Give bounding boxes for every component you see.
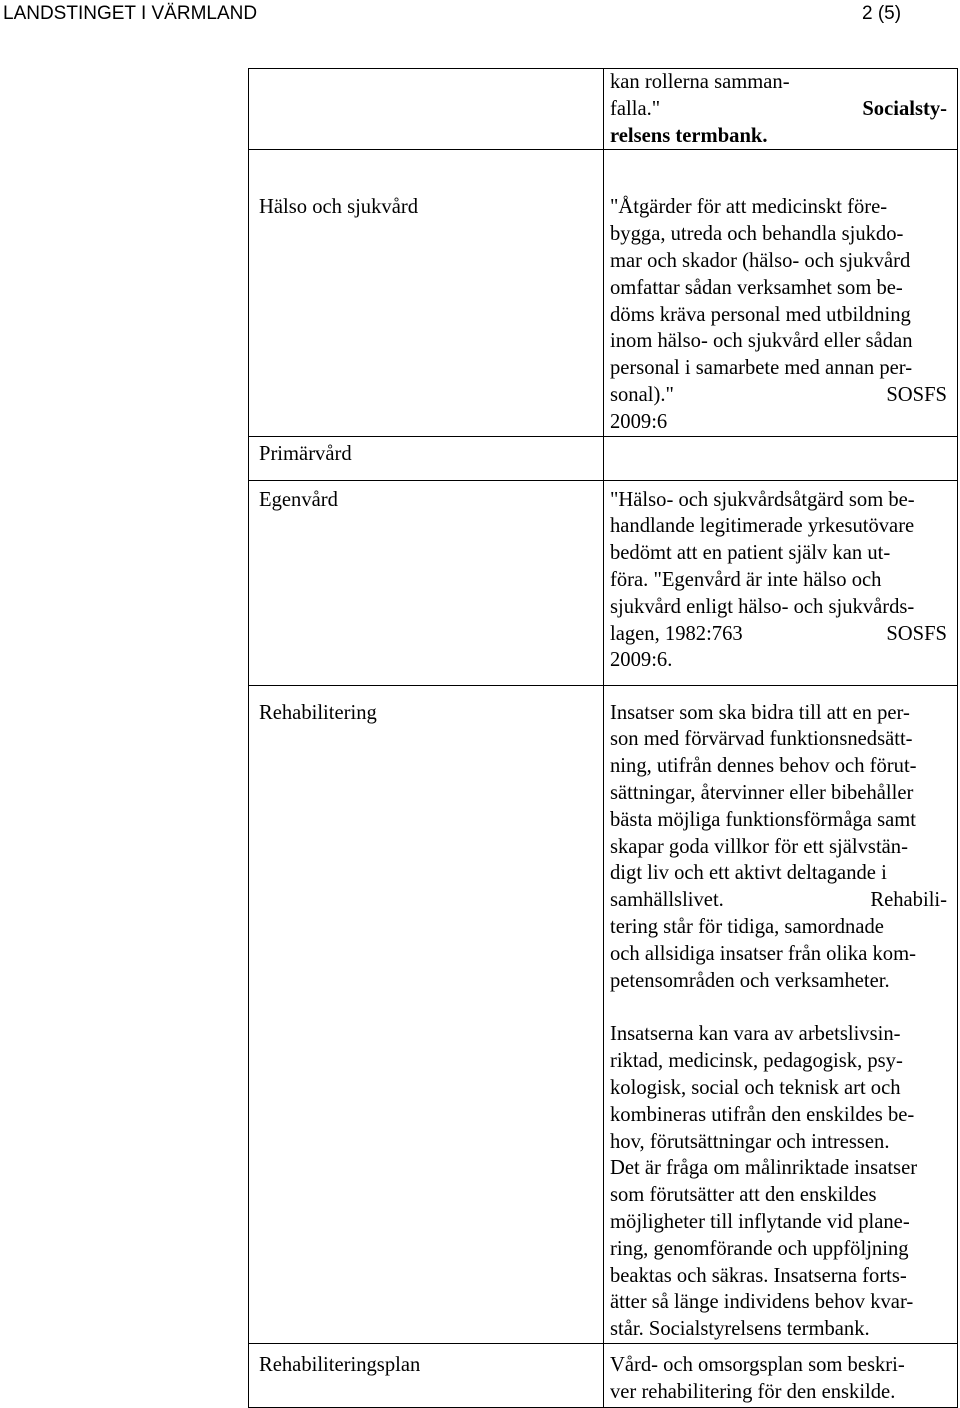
definition-line: Insatserna kan vara av arbetslivsin- — [610, 1023, 901, 1046]
definition-line: ver rehabilitering för den enskilde. — [610, 1380, 896, 1403]
term-label: Primärvård — [259, 442, 352, 465]
definition-line: Det är fråga om målinriktade insatser — [610, 1157, 918, 1180]
definition-line: Vård- och omsorgsplan som beskri- — [610, 1353, 905, 1376]
definition-line: beaktas och säkras. Insatserna forts- — [610, 1264, 907, 1287]
table-row — [249, 1343, 958, 1407]
definition-line: samhällslivet. — [610, 889, 724, 912]
definition-line: kologisk, social och teknisk art och — [610, 1076, 901, 1099]
table-row — [249, 150, 958, 436]
definition-line: "Åtgärder för att medicinskt före- — [610, 196, 888, 219]
definition-line: ätter så länge individens behov kvar- — [610, 1291, 914, 1314]
definition-line: sättningar, återvinner eller bibehåller — [610, 781, 914, 804]
term-label: Egenvård — [259, 488, 338, 511]
definition-line: petensområden och verksamheter. — [610, 969, 890, 992]
definition-line: bästa möjliga funktionsförmåga samt — [610, 808, 916, 831]
term-label: Rehabiliteringsplan — [259, 1353, 421, 1376]
definition-line: som förutsätter att den enskildes — [610, 1184, 877, 1207]
definition-line: Insatser som ska bidra till att en per- — [610, 701, 910, 724]
definition-line: kombineras utifrån den enskildes be- — [610, 1103, 915, 1126]
term-cell — [249, 1343, 604, 1407]
definition-line: står. Socialstyrelsens termbank. — [610, 1318, 870, 1341]
definition-cell — [604, 436, 958, 480]
definition-line: bygga, utreda och behandla sjukdo- — [610, 223, 904, 246]
definition-line: digt liv och ett aktivt deltagande i — [610, 862, 887, 885]
definitions-table — [248, 68, 958, 1408]
page-header — [0, 0, 960, 30]
definition-cell — [604, 1343, 958, 1407]
source-reference: Socialsty- — [862, 97, 947, 120]
organization-name: LANDSTINGET I VÄRMLAND — [3, 3, 258, 24]
table-row — [249, 480, 958, 685]
definition-cell — [604, 150, 958, 436]
definition-line: riktad, medicinsk, pedagogisk, psy- — [610, 1050, 903, 1073]
definition-line: omfattar sådan verksamhet som be- — [610, 276, 903, 299]
definition-line: lagen, 1982:763 — [610, 622, 743, 645]
definition-line: sjukvård enligt hälso- och sjukvårds- — [610, 595, 915, 618]
definition-cell — [604, 69, 958, 150]
table-row — [249, 436, 958, 480]
definition-line: Rehabili- — [870, 889, 947, 912]
definition-cell — [604, 685, 958, 1343]
definition-line: inom hälso- och sjukvård eller sådan — [610, 330, 913, 353]
source-reference: relsens termbank. — [610, 124, 768, 147]
definition-line: hov, förutsättningar och intressen. — [610, 1130, 890, 1153]
source-reference: 2009:6. — [610, 649, 673, 672]
definition-line: bedömt att en patient själv kan ut- — [610, 542, 891, 565]
term-cell — [249, 69, 604, 150]
term-cell — [249, 685, 604, 1343]
definition-line: döms kräva personal med utbildning — [610, 303, 911, 326]
page-number: 2 (5) — [862, 3, 902, 24]
definition-line: sonal)." — [610, 383, 674, 406]
definition-cell — [604, 480, 958, 685]
term-label: Hälso och sjukvård — [259, 196, 418, 219]
definition-line: kan rollerna samman- — [610, 71, 790, 93]
source-reference: SOSFS — [886, 383, 947, 406]
definition-line: son med förvärvad funktionsnedsätt- — [610, 728, 913, 751]
definition-line: föra. "Egenvård är inte hälso och — [610, 568, 882, 591]
definition-line: "Hälso- och sjukvårdsåtgärd som be- — [610, 488, 915, 511]
definition-line: skapar goda villkor för ett självstän- — [610, 835, 908, 858]
term-cell — [249, 150, 604, 436]
table-row — [249, 69, 958, 150]
definition-line: ring, genomförande och uppföljning — [610, 1237, 909, 1260]
definition-line: ning, utifrån dennes behov och förut- — [610, 755, 917, 778]
term-cell — [249, 436, 604, 480]
definition-line: handlande legitimerade yrkesutövare — [610, 515, 915, 538]
term-label: Rehabilitering — [259, 701, 377, 724]
source-reference: SOSFS — [886, 622, 947, 645]
table-row — [249, 685, 958, 1343]
definition-line: falla." — [610, 97, 661, 120]
definition-line: mar och skador (hälso- och sjukvård — [610, 249, 911, 272]
definition-line: tering står för tidiga, samordnade — [610, 915, 884, 938]
term-cell — [249, 480, 604, 685]
definition-line: personal i samarbete med annan per- — [610, 357, 913, 380]
definition-line: och allsidiga insatser från olika kom- — [610, 942, 916, 965]
definition-line: möjligheter till inflytande vid plane- — [610, 1210, 910, 1233]
source-reference: 2009:6 — [610, 410, 668, 433]
